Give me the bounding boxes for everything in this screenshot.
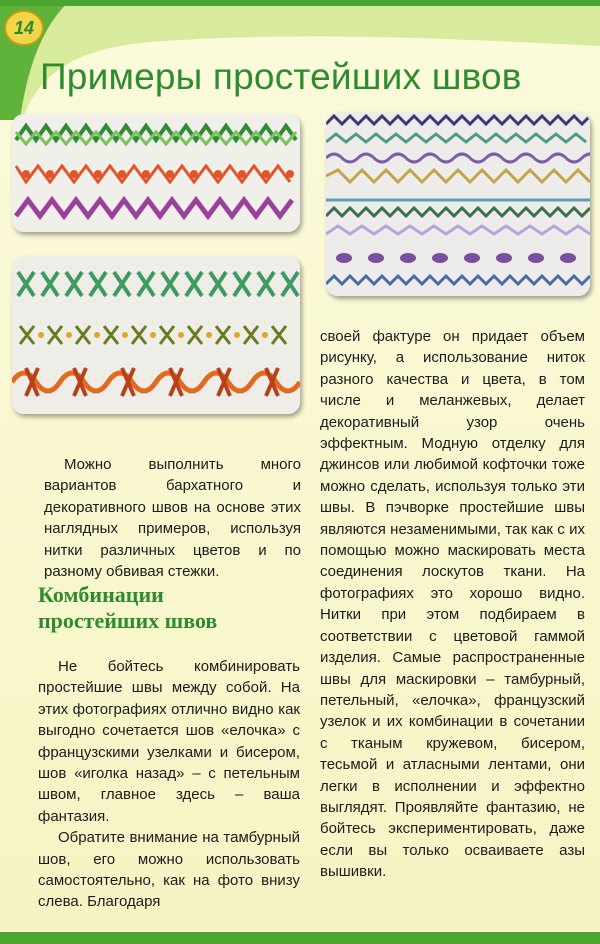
stitch-sample-image — [326, 112, 590, 296]
subheading-line-1: Комбинации — [38, 582, 164, 607]
right-paragraph-1: своей фактуре он придает объем рисунку, а использование ниток разного качества и цвета, в том числе и меланжевых, делает декоративный узор очень эффектным. Модную отделку для джинсов или любимой кофточки тоже можно сделать, используя только эти швы. В пэчворке простейшие швы являются незаменимыми, так как с их помощью можно маскировать места соединения лоскутов ткани. На фотографиях это хорошо видно. Нитки при этом подбираем в соответствии с цветовой гаммой изделия. Самые распространенные швы для маскировки – тамбурный, петельный, «елочка», французский узелок и их комбинации в сочетании с тканым кружевом, бисером, тесьмой и атласными лентами, они легки в исполнении и эффектно выглядят. Проявляйте фантазию, не бойтесь экспериментировать, даже если вы только осваиваете азы вышивки. — [320, 328, 585, 881]
left-column-text — [38, 656, 300, 913]
page-number-badge — [4, 10, 44, 46]
subheading-line-2: простейших швов — [38, 608, 218, 633]
left-paragraph-1: Не бойтесь комбинировать простейшие швы между собой. На этих фотографиях отлично видно как выгодно сочетается шов «елочка» с французскими узелками и бисером, шов «иголка назад» – с петельным швом, главное здесь – ваша фантазия. — [38, 658, 300, 825]
stitch-sample-image — [12, 256, 300, 414]
intro-paragraph — [44, 454, 301, 582]
photo-top-left — [12, 114, 300, 232]
left-paragraph-2: Обратите внимание на тамбурный шов, его можно использовать самостоятельно, как на фото внизу слева. Благодаря — [38, 829, 300, 911]
footer-bar — [0, 932, 600, 944]
photo-top-right — [326, 112, 590, 296]
page-title: Примеры простейших швов — [40, 56, 522, 97]
stitch-sample-image — [12, 114, 300, 232]
section-subheading — [38, 582, 298, 634]
photo-middle-left — [12, 256, 300, 414]
right-column-text — [320, 326, 585, 883]
intro-text: Можно выполнить много вариантов бархатного и декоративного швов на основе этих наглядных примеров, используя нитки различных цветов и по разному обвивая стежки. — [44, 456, 301, 581]
page-number: 14 — [13, 17, 35, 38]
